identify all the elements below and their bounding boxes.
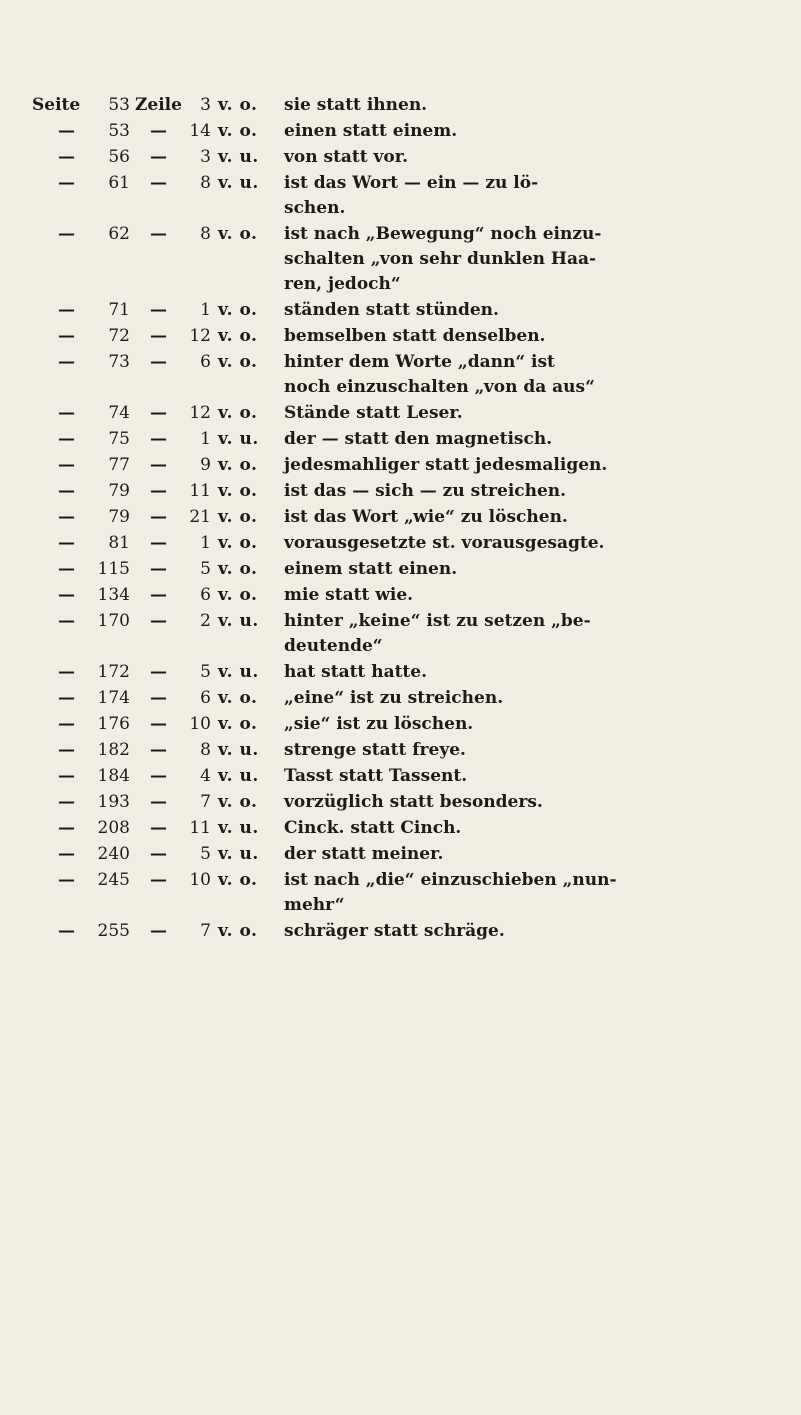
zeile-number: 7	[200, 921, 211, 941]
seite-number: 79	[108, 481, 130, 501]
correction-text: mie statt wie.	[284, 585, 414, 605]
seite-dash: —	[58, 403, 75, 423]
errata-row	[0, 815, 801, 841]
zeile-dash: —	[150, 403, 167, 423]
zeile-dash: —	[150, 224, 167, 244]
seite-dash: —	[58, 429, 75, 449]
zeile-number: 1	[200, 533, 211, 553]
seite-number: 77	[108, 455, 130, 475]
seite-number: 56	[108, 147, 130, 167]
zeile-dash: —	[150, 352, 167, 372]
errata-row	[0, 504, 801, 530]
correction-text: sie statt ihnen.	[284, 95, 428, 115]
direction: v. o.	[218, 507, 258, 527]
seite-number: 71	[108, 300, 130, 320]
seite-number: 245	[97, 870, 130, 890]
errata-row	[0, 221, 801, 247]
errata-continuation-row	[0, 196, 801, 221]
seite-dash: —	[58, 740, 75, 760]
seite-dash: —	[58, 300, 75, 320]
errata-continuation-row	[0, 247, 801, 272]
zeile-dash: —	[150, 688, 167, 708]
seite-dash: —	[58, 611, 75, 631]
zeile-number: 12	[189, 403, 211, 423]
correction-text: ist das Wort „wie“ zu löschen.	[284, 507, 568, 527]
correction-text-continued: deutende“	[284, 636, 383, 656]
direction: v. o.	[218, 95, 258, 115]
seite-dash: —	[58, 714, 75, 734]
seite-number: 172	[97, 662, 130, 682]
correction-text: strenge statt freye.	[284, 740, 466, 760]
zeile-dash: —	[150, 533, 167, 553]
correction-text: hinter dem Worte „dann“ ist	[284, 352, 555, 372]
errata-row	[0, 297, 801, 323]
direction: v. u.	[218, 147, 259, 167]
correction-text-continued: schen.	[284, 198, 346, 218]
errata-row	[0, 144, 801, 170]
zeile-number: 5	[200, 844, 211, 864]
errata-row	[0, 452, 801, 478]
errata-row	[0, 737, 801, 763]
zeile-number: 3	[200, 95, 211, 115]
correction-text: der — statt den magnetisch.	[284, 429, 553, 449]
seite-number: 193	[97, 792, 130, 812]
zeile-dash: —	[150, 921, 167, 941]
direction: v. u.	[218, 662, 259, 682]
direction: v. u.	[218, 429, 259, 449]
seite-dash: —	[58, 559, 75, 579]
correction-text: schräger statt schräge.	[284, 921, 505, 941]
zeile-number: 1	[200, 429, 211, 449]
seite-number: 174	[97, 688, 130, 708]
errata-row	[0, 323, 801, 349]
errata-continuation-row	[0, 893, 801, 918]
zeile-number: 21	[189, 507, 211, 527]
zeile-dash: —	[150, 507, 167, 527]
zeile-number: 12	[189, 326, 211, 346]
direction: v. o.	[218, 352, 258, 372]
seite-number: 75	[108, 429, 130, 449]
errata-row	[0, 170, 801, 196]
errata-row	[0, 530, 801, 556]
seite-dash: —	[58, 326, 75, 346]
zeile-dash: —	[150, 481, 167, 501]
zeile-dash: —	[150, 818, 167, 838]
direction: v. u.	[218, 818, 259, 838]
direction: v. o.	[218, 714, 258, 734]
seite-number: 176	[97, 714, 130, 734]
zeile-dash: —	[150, 662, 167, 682]
seite-number: 62	[108, 224, 130, 244]
seite-number: 182	[97, 740, 130, 760]
seite-number: 72	[108, 326, 130, 346]
zeile-number: 11	[189, 818, 211, 838]
errata-row	[0, 400, 801, 426]
zeile-number: 3	[200, 147, 211, 167]
direction: v. o.	[218, 481, 258, 501]
correction-text: Stände statt Leser.	[284, 403, 463, 423]
correction-text: Tasst statt Tassent.	[284, 766, 468, 786]
correction-text: ist nach „die“ einzuschieben „nun-	[284, 870, 617, 890]
direction: v. o.	[218, 326, 258, 346]
errata-row	[0, 918, 801, 944]
seite-dash: —	[58, 481, 75, 501]
zeile-dash: —	[150, 300, 167, 320]
direction: v. o.	[218, 870, 258, 890]
correction-text: hinter „keine“ ist zu setzen „be-	[284, 611, 591, 631]
seite-number: 79	[108, 507, 130, 527]
correction-text: Cinck. statt Cinch.	[284, 818, 462, 838]
direction: v. u.	[218, 611, 259, 631]
errata-row	[0, 763, 801, 789]
seite-number: 170	[97, 611, 130, 631]
errata-continuation-row	[0, 375, 801, 400]
zeile-number: 8	[200, 224, 211, 244]
seite-dash: —	[58, 352, 75, 372]
errata-row	[0, 478, 801, 504]
seite-dash: —	[58, 870, 75, 890]
zeile-number: 10	[189, 714, 211, 734]
zeile-dash: —	[150, 147, 167, 167]
zeile-label: Zeile	[135, 95, 182, 115]
correction-text-continued: ren, jedoch“	[284, 274, 401, 294]
seite-label: Seite	[32, 95, 81, 115]
direction: v. o.	[218, 585, 258, 605]
zeile-number: 4	[200, 766, 211, 786]
errata-row	[0, 685, 801, 711]
correction-text-continued: noch einzuschalten „von da aus“	[284, 377, 595, 397]
zeile-number: 5	[200, 559, 211, 579]
zeile-number: 14	[189, 121, 211, 141]
errata-list	[0, 92, 801, 944]
errata-row	[0, 608, 801, 634]
errata-row	[0, 556, 801, 582]
direction: v. o.	[218, 792, 258, 812]
errata-continuation-row	[0, 272, 801, 297]
seite-number: 73	[108, 352, 130, 372]
seite-number: 255	[97, 921, 130, 941]
seite-dash: —	[58, 792, 75, 812]
zeile-number: 11	[189, 481, 211, 501]
errata-row	[0, 789, 801, 815]
seite-dash: —	[58, 844, 75, 864]
errata-continuation-row	[0, 634, 801, 659]
zeile-number: 6	[200, 352, 211, 372]
correction-text: einem statt einen.	[284, 559, 458, 579]
seite-dash: —	[58, 533, 75, 553]
direction: v. o.	[218, 403, 258, 423]
direction: v. o.	[218, 921, 258, 941]
seite-dash: —	[58, 585, 75, 605]
zeile-dash: —	[150, 844, 167, 864]
errata-header-row	[0, 92, 801, 118]
zeile-dash: —	[150, 714, 167, 734]
correction-text: vorausgesetzte st. vorausgesagte.	[284, 533, 605, 553]
seite-dash: —	[58, 147, 75, 167]
zeile-dash: —	[150, 455, 167, 475]
correction-text: ist nach „Bewegung“ noch einzu-	[284, 224, 602, 244]
errata-row	[0, 118, 801, 144]
correction-text: von statt vor.	[284, 147, 409, 167]
correction-text: ist das — sich — zu streichen.	[284, 481, 567, 501]
correction-text: vorzüglich statt besonders.	[284, 792, 543, 812]
seite-dash: —	[58, 921, 75, 941]
seite-dash: —	[58, 818, 75, 838]
direction: v. o.	[218, 224, 258, 244]
zeile-dash: —	[150, 740, 167, 760]
seite-dash: —	[58, 507, 75, 527]
errata-row	[0, 349, 801, 375]
seite-number: 208	[97, 818, 130, 838]
correction-text-continued: mehr“	[284, 895, 345, 915]
zeile-dash: —	[150, 559, 167, 579]
direction: v. o.	[218, 300, 258, 320]
correction-text-continued: schalten „von sehr dunklen Haa-	[284, 249, 597, 269]
seite-number: 184	[97, 766, 130, 786]
zeile-number: 9	[200, 455, 211, 475]
seite-number: 81	[108, 533, 130, 553]
correction-text: „eine“ ist zu streichen.	[284, 688, 504, 708]
correction-text: bemselben statt denselben.	[284, 326, 546, 346]
zeile-number: 5	[200, 662, 211, 682]
zeile-number: 2	[200, 611, 211, 631]
direction: v. o.	[218, 559, 258, 579]
correction-text: „sie“ ist zu löschen.	[284, 714, 474, 734]
errata-row	[0, 711, 801, 737]
zeile-number: 6	[200, 688, 211, 708]
zeile-dash: —	[150, 173, 167, 193]
zeile-number: 1	[200, 300, 211, 320]
direction: v. o.	[218, 455, 258, 475]
correction-text: einen statt einem.	[284, 121, 458, 141]
correction-text: der statt meiner.	[284, 844, 444, 864]
errata-row	[0, 582, 801, 608]
zeile-number: 7	[200, 792, 211, 812]
direction: v. o.	[218, 688, 258, 708]
correction-text: ist das Wort — ein — zu lö-	[284, 173, 539, 193]
zeile-dash: —	[150, 429, 167, 449]
seite-dash: —	[58, 766, 75, 786]
errata-row	[0, 867, 801, 893]
seite-number: 53	[108, 95, 130, 115]
seite-dash: —	[58, 662, 75, 682]
zeile-number: 6	[200, 585, 211, 605]
errata-row	[0, 841, 801, 867]
seite-number: 74	[108, 403, 130, 423]
direction: v. u.	[218, 740, 259, 760]
zeile-dash: —	[150, 121, 167, 141]
seite-number: 134	[97, 585, 130, 605]
correction-text: ständen statt stünden.	[284, 300, 499, 320]
correction-text: jedesmahliger statt jedesmaligen.	[284, 455, 608, 475]
seite-number: 61	[108, 173, 130, 193]
seite-dash: —	[58, 224, 75, 244]
zeile-dash: —	[150, 585, 167, 605]
zeile-dash: —	[150, 326, 167, 346]
seite-dash: —	[58, 688, 75, 708]
zeile-dash: —	[150, 611, 167, 631]
correction-text: hat statt hatte.	[284, 662, 428, 682]
direction: v. o.	[218, 533, 258, 553]
zeile-number: 8	[200, 173, 211, 193]
zeile-number: 10	[189, 870, 211, 890]
zeile-dash: —	[150, 870, 167, 890]
direction: v. o.	[218, 121, 258, 141]
zeile-dash: —	[150, 766, 167, 786]
seite-number: 53	[108, 121, 130, 141]
errata-row	[0, 426, 801, 452]
direction: v. u.	[218, 766, 259, 786]
direction: v. u.	[218, 173, 259, 193]
seite-dash: —	[58, 121, 75, 141]
zeile-dash: —	[150, 792, 167, 812]
seite-number: 240	[97, 844, 130, 864]
zeile-number: 8	[200, 740, 211, 760]
seite-number: 115	[97, 559, 130, 579]
seite-dash: —	[58, 455, 75, 475]
errata-row	[0, 659, 801, 685]
direction: v. u.	[218, 844, 259, 864]
seite-dash: —	[58, 173, 75, 193]
